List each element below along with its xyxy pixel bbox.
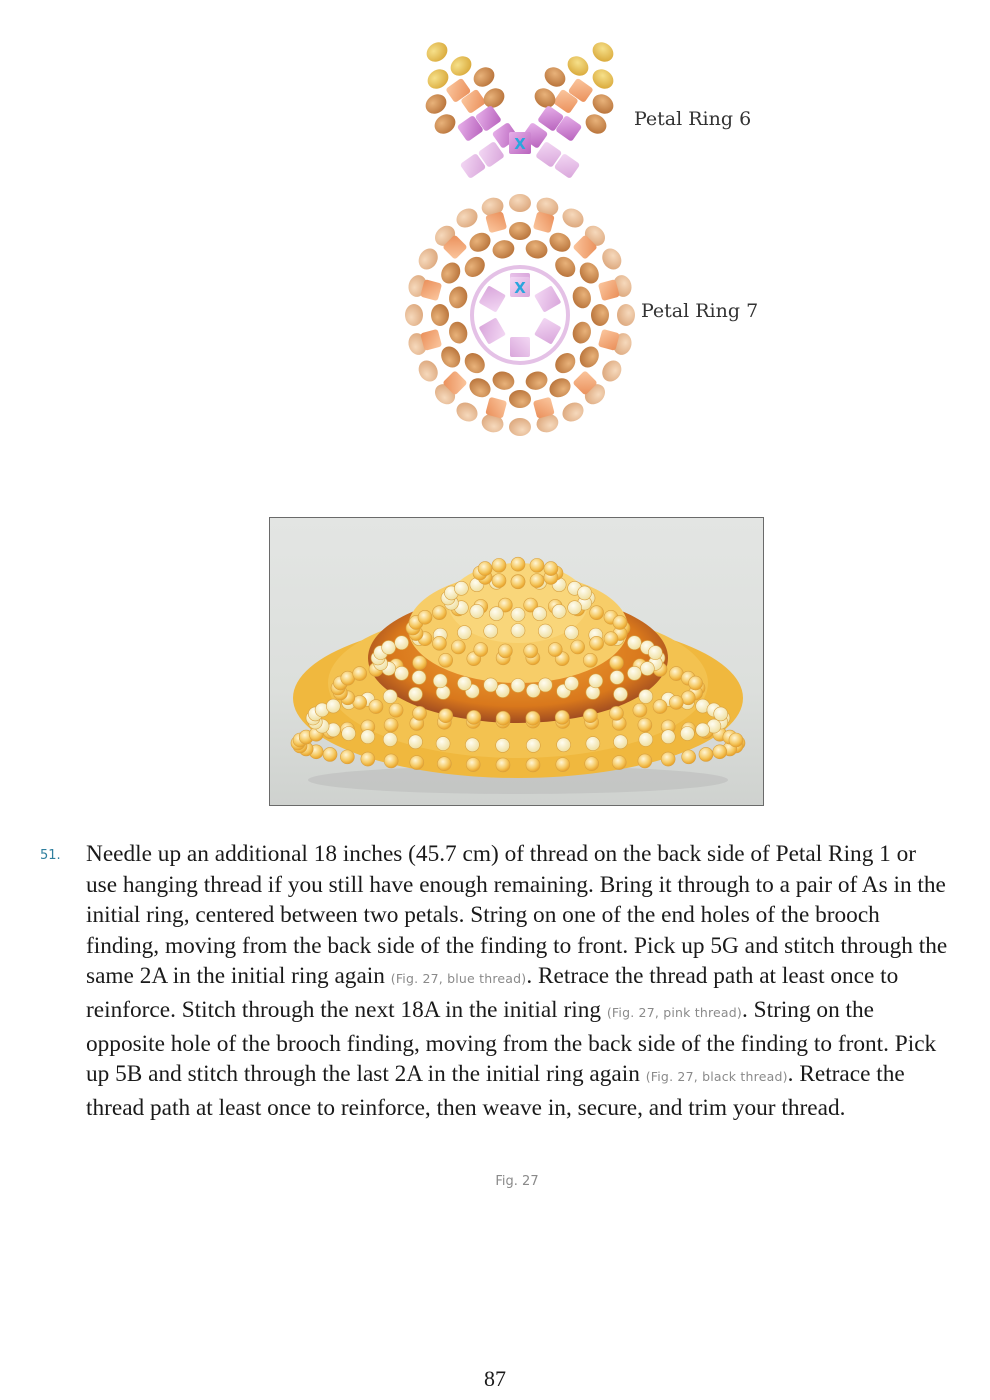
fig-ref-pink-thread: (Fig. 27, pink thread) [606, 1004, 742, 1020]
flower-illustration [270, 518, 764, 806]
step-text-part-1: Needle up an additional 18 inches (45.7 cm) of thread on the back side of Petal Ring 1 or use hanging thread if you still have enough remaining. Bring it through to a pair of As in the initial ring, centered between two petals. String on one of the end holes of the brooch finding, moving from the back side of the finding to front. Pick up 5G and stitch through the same 2A in the initial ring again [86, 841, 948, 990]
step-text-part-3: . String on the opposite hole of the brooch finding, moving from the back side of the finding to front. Pick up 5B and stitch through the last 2A in the initial ring again [86, 996, 937, 1088]
step-instructions [86, 839, 950, 1123]
petal-ring-6-diagram [415, 32, 630, 187]
step-51 [40, 839, 950, 1123]
ring6-beads [422, 38, 617, 179]
fig-ref-black-thread: (Fig. 27, black thread) [645, 1069, 788, 1085]
fig-ref-blue-thread: (Fig. 27, blue thread) [390, 971, 527, 987]
petal-ring-7-label: Petal Ring 7 [641, 300, 759, 322]
petal-ring-6-label: Petal Ring 6 [634, 108, 752, 130]
beaded-flower-photo [269, 517, 764, 806]
step-text-part-4: . Retrace the thread path at least once to reinforce, then weave in, secure, and trim your thread. [86, 1061, 905, 1121]
ring7-x-marker: X [514, 279, 526, 297]
ring7-beads [405, 194, 635, 436]
figure-caption: Fig. 27 [495, 1174, 539, 1189]
step-text-part-2: . Retrace the thread path at least once to reinforce. Stitch through the next 18A in the initial ring [86, 963, 899, 1023]
step-number: 51. [40, 848, 61, 863]
ring6-x-marker: X [514, 135, 526, 153]
page-number: 87 [484, 1366, 506, 1391]
petal-ring-7-diagram [400, 185, 640, 450]
